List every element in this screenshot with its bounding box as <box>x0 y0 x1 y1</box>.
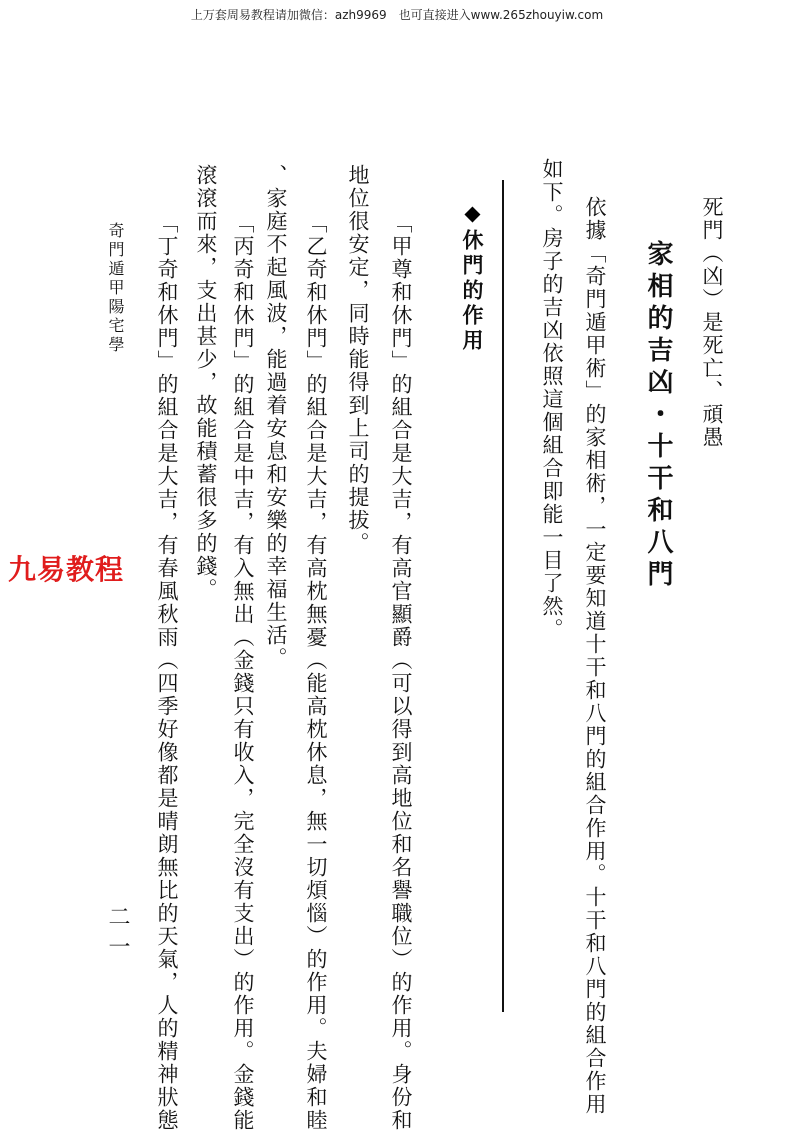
section-heading <box>462 200 483 354</box>
paragraph-line: 「丁奇和休門」的組合是大吉，有春風秋雨（四季好像都是晴朗無比的天氣，人的精神狀態 <box>155 212 179 1132</box>
paragraph-line: 地位很安定，同時能得到上司的提拔。 <box>346 164 370 555</box>
intro-line: 死門（凶）是死亡、頑愚 <box>700 196 724 449</box>
section-heading-text: 休門的作用 <box>460 229 485 354</box>
running-title: 奇門遁甲陽宅學 <box>106 222 125 355</box>
watermark: 九易教程 <box>8 553 125 586</box>
paragraph-line: 「甲尊和休門」的組合是大吉，有高官顯爵（可以得到高地位和名譽職位）的作用。身份和 <box>389 212 413 1132</box>
intro-paragraph-line-1: 依據「奇門遁甲術」的家相術，一定要知道十干和八門的組合作用。十干和八門的組合作用 <box>583 196 607 1116</box>
page-number: 二一 <box>105 905 130 965</box>
paragraph-line: 、家庭不起風波，能過着安息和安樂的幸福生活。 <box>264 164 288 670</box>
section-divider <box>502 180 504 1012</box>
intro-paragraph-line-2: 如下。房子的吉凶依照這個組合即能一目了然。 <box>540 158 564 641</box>
diamond-bullet-icon: ◆ <box>460 200 485 229</box>
paragraph-line: 滾滾而來，支出甚少，故能積蓄很多的錢。 <box>194 164 218 601</box>
chapter-title: 家相的吉凶・十干和八門 <box>643 240 673 592</box>
header-banner: 上万套周易教程请加微信：azh9969 也可直接进入www.265zhouyiw.com <box>190 8 604 22</box>
paragraph-line: 「丙奇和休門」的組合是中吉，有入無出（金錢只有收入，完全沒有支出）的作用。金錢能 <box>231 212 255 1132</box>
paragraph-line: 「乙奇和休門」的組合是大吉，有高枕無憂（能高枕休息，無一切煩惱）的作用。夫婦和睦 <box>304 212 328 1132</box>
